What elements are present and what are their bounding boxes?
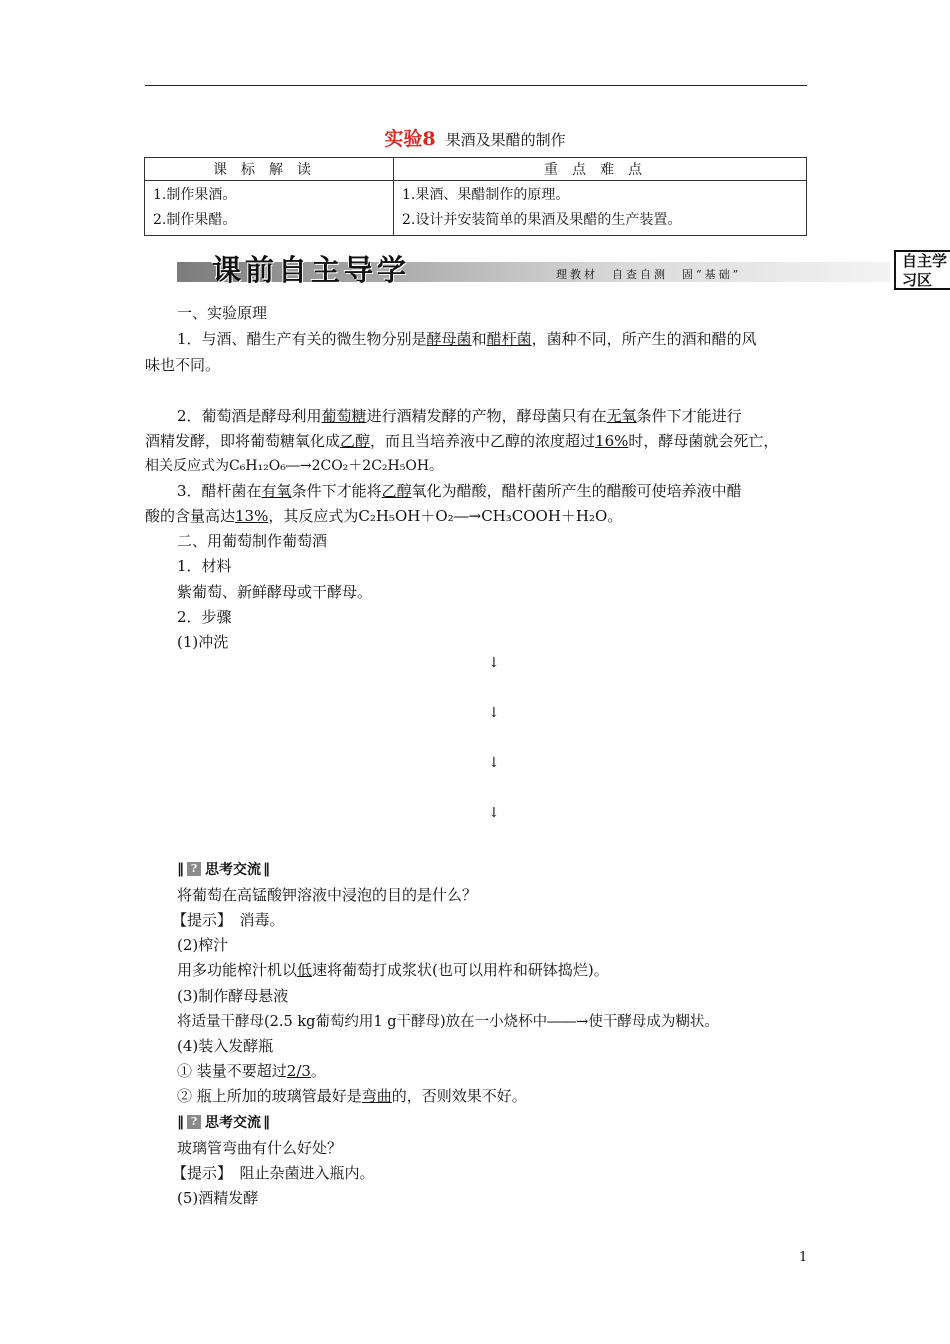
- materials-label: 1．材料: [177, 557, 232, 575]
- section2-heading: 二、用葡萄制作葡萄酒: [177, 532, 328, 550]
- down-arrow-icon: ↓: [488, 655, 500, 671]
- blank-answer: 2/3: [286, 1062, 311, 1080]
- blank-answer: 醋杆菌: [486, 330, 532, 348]
- think-label: 思考交流: [205, 1115, 261, 1131]
- blank-answer: 无氧: [606, 407, 637, 425]
- blank-answer: 乙醇: [340, 432, 371, 450]
- table-cell-right: [394, 181, 807, 236]
- principle-1-cont: 味也不同。: [145, 356, 221, 374]
- principle-2: 2．葡萄酒是酵母利用葡萄糖进行酒精发酵的产物，酵母菌只有在无氧条件下才能进行: [177, 407, 742, 425]
- header-rule: [145, 85, 807, 86]
- step-4-a: ① 装量不要超过2/3。: [177, 1062, 326, 1080]
- side-tab-line1: 自主学: [902, 252, 948, 270]
- blank-answer: 酵母菌: [426, 330, 472, 348]
- down-arrow-icon: ↓: [488, 805, 500, 821]
- principle-2-cont: 酒精发酵，即将葡萄糖氧化成乙醇，而且当培养液中乙醇的浓度超过16%时，酵母菌就会死亡，: [145, 432, 779, 450]
- step-4-b: ② 瓶上所加的玻璃管最好是弯曲的，否则效果不好。: [177, 1087, 527, 1105]
- think-box-1: [177, 859, 270, 879]
- double-bar-icon: ‖: [263, 1114, 270, 1130]
- standards-table: [144, 157, 807, 236]
- title-text: 果酒及果醋的制作: [445, 131, 566, 149]
- think-2-answer: 【提示】 阻止杂菌进入瓶内。: [172, 1164, 375, 1182]
- table-item: 1.制作果酒。: [153, 187, 237, 203]
- step-5: (5)酒精发酵: [177, 1189, 259, 1207]
- step-3: (3)制作酵母悬液: [177, 987, 289, 1005]
- title-prefix: 实验8: [384, 128, 436, 150]
- steps-label: 2．步骤: [177, 608, 232, 626]
- double-bar-icon: ‖: [177, 1114, 184, 1130]
- banner-title: 课前自主导学: [212, 253, 411, 287]
- table-item: 1.果酒、果醋制作的原理。: [402, 187, 570, 203]
- step-4: (4)装入发酵瓶: [177, 1037, 274, 1055]
- table-header-left: 课标解读: [145, 158, 394, 181]
- double-bar-icon: ‖: [177, 861, 184, 877]
- blank-answer: 乙醇: [381, 482, 412, 500]
- table-item: 2.制作果醋。: [153, 212, 237, 228]
- blank-answer: 13%: [235, 507, 269, 525]
- step-2: (2)榨汁: [177, 936, 229, 954]
- table-item: 2.设计并安装简单的果酒及果醋的生产装置。: [402, 212, 682, 228]
- principle-3-cont: 酸的含量高达13%，其反应式为C₂H₅OH＋O₂―→CH₃COOH＋H₂O。: [145, 507, 623, 525]
- question-icon: ?: [187, 1115, 201, 1129]
- blank-answer: 低: [297, 961, 313, 979]
- step-3-text: 将适量干酵母(2.5 kg葡萄约用1 g干酵母)放在一小烧杯中――→使干酵母成为糊状。: [177, 1014, 719, 1030]
- blank-answer: 葡萄糖: [321, 407, 367, 425]
- table-cell-left: [145, 181, 394, 236]
- think-1-question: 将葡萄在高锰酸钾溶液中浸泡的目的是什么？: [177, 886, 478, 904]
- blank-answer: 弯曲: [361, 1087, 392, 1105]
- page-number: 1: [799, 1250, 808, 1265]
- materials-text: 紫葡萄、新鲜酵母或干酵母。: [177, 583, 373, 601]
- banner-subtitle: 理教材 自查自测 固“基础”: [556, 268, 742, 281]
- double-bar-icon: ‖: [263, 861, 270, 877]
- think-1-answer: 【提示】 消毒。: [172, 911, 285, 929]
- section1-heading: 一、实验原理: [177, 304, 268, 322]
- side-tab-line2: 习区: [902, 271, 933, 289]
- side-tab: [894, 250, 950, 290]
- think-box-2: [177, 1112, 270, 1132]
- step-2-text: 用多功能榨汁机以低速将葡萄打成浆状(也可以用杵和研钵捣烂)。: [177, 961, 609, 979]
- principle-1: 1．与酒、醋生产有关的微生物分别是酵母菌和醋杆菌，菌种不同，所产生的酒和醋的风: [177, 330, 757, 348]
- principle-3: 3．醋杆菌在有氧条件下才能将乙醇氧化为醋酸，醋杆菌所产生的醋酸可使培养液中醋: [177, 482, 742, 500]
- table-header-right: 重点难点: [394, 158, 807, 181]
- question-icon: ?: [187, 862, 201, 876]
- down-arrow-icon: ↓: [488, 705, 500, 721]
- page-title: [0, 124, 950, 151]
- blank-answer: 16%: [595, 432, 629, 450]
- think-2-question: 玻璃管弯曲有什么好处？: [177, 1139, 343, 1157]
- reaction-1: 相关反应式为C₆H₁₂O₆―→2CO₂＋2C₂H₅OH。: [145, 458, 444, 474]
- blank-answer: 有氧: [261, 482, 292, 500]
- down-arrow-icon: ↓: [488, 755, 500, 771]
- step-1: (1)冲洗: [177, 633, 229, 651]
- think-label: 思考交流: [205, 862, 261, 878]
